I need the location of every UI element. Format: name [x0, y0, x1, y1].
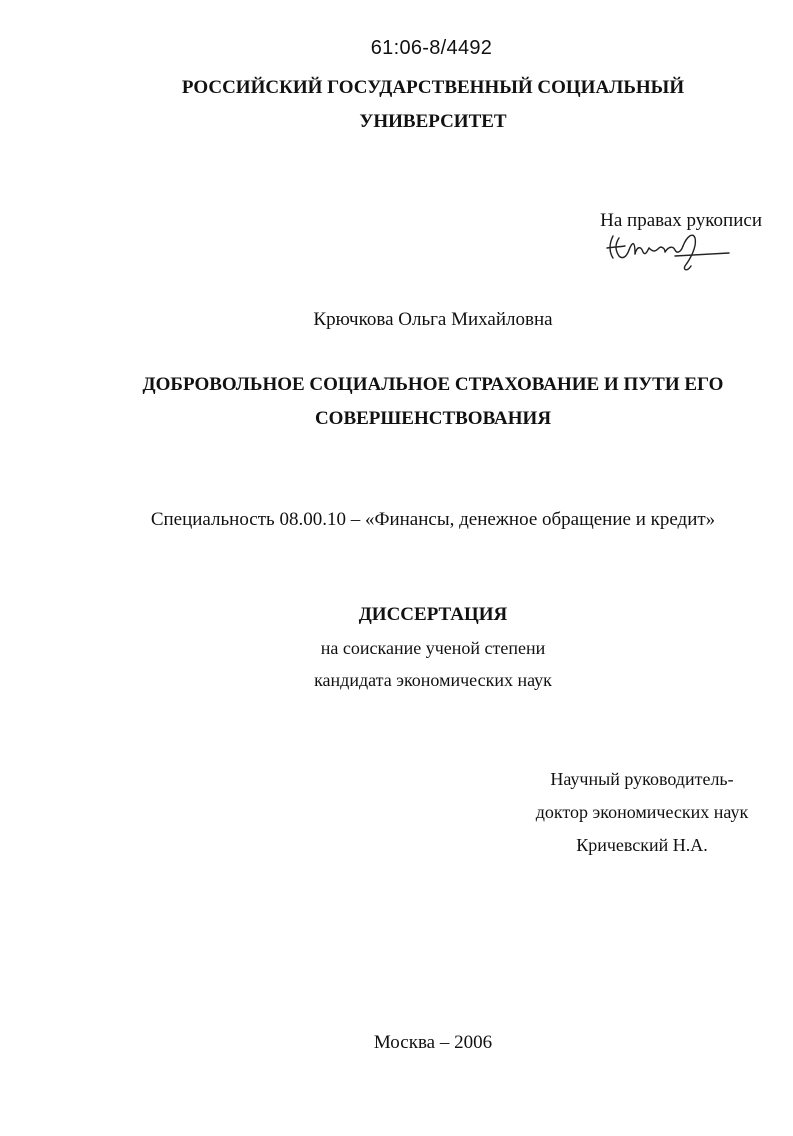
university-name-line-2: УНИВЕРСИТЕТ	[359, 111, 507, 132]
manuscript-rights-note: На правах рукописи	[600, 210, 762, 231]
thesis-title-line-2: СОВЕРШЕНСТВОВАНИЯ	[314, 408, 552, 429]
thesis-title-line-1: ДОБРОВОЛЬНОЕ СОЦИАЛЬНОЕ СТРАХОВАНИЕ И ПУТИ ЕГО	[142, 374, 724, 395]
archive-code: 61:06-8/4492	[370, 37, 493, 59]
university-name-line-1: РОССИЙСКИЙ ГОСУДАРСТВЕННЫЙ СОЦИАЛЬНЫЙ	[181, 77, 685, 98]
specialty: Специальность 08.00.10 – «Финансы, денежное обращение и кредит»	[150, 509, 716, 530]
handwritten-signature	[603, 226, 733, 274]
degree-line-2: кандидата экономических наук	[314, 670, 552, 690]
degree-line-1: на соискание ученой степени	[320, 638, 546, 658]
supervisor-name: Кричевский Н.А.	[576, 835, 708, 855]
supervisor-role: Научный руководитель-	[550, 769, 734, 789]
supervisor-degree: доктор экономических наук	[535, 802, 749, 822]
author-name: Крючкова Ольга Михайловна	[313, 309, 553, 330]
city-year: Москва – 2006	[373, 1032, 493, 1053]
dissertation-heading: ДИССЕРТАЦИЯ	[358, 604, 508, 625]
